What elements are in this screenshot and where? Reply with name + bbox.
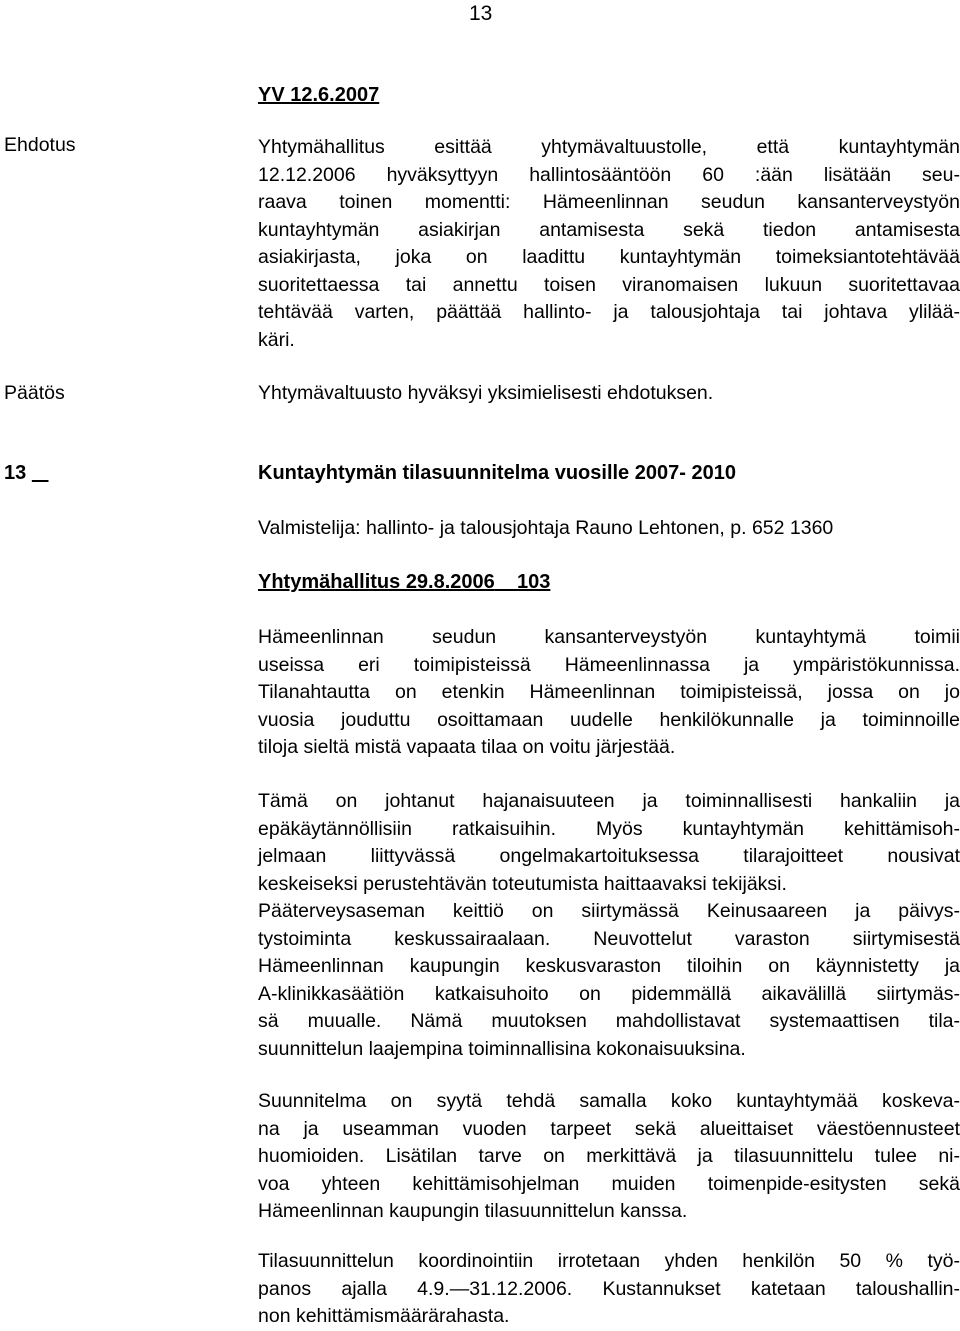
text-line: jelmaan liittyvässä ongelmakartoituksessa tilarajoitteet nousivat (258, 845, 960, 867)
text-line: Hämeenlinnan seudun kansanterveystyön kuntayhtymä toimii (258, 626, 960, 648)
text-line: Suunnitelma on syytä tehdä samalla koko kuntayhtymää koskeva- (258, 1090, 960, 1112)
paragraph-3 (258, 1088, 960, 1226)
page-number: 13 (469, 2, 493, 25)
text-line: raava toinen momentti: Hämeenlinnan seudun kansanterveystyön (258, 191, 960, 213)
section-sign (32, 462, 49, 484)
text-line: useissa eri toimipisteissä Hämeenlinnassa ja ympäristökunnissa. (258, 653, 960, 676)
text-line: voa yhteen kehittämisohjelman muiden toimenpide-esitysten sekä (258, 1172, 960, 1195)
text-line: vuosia jouduttu osoittamaan uudelle henkilökunnalle ja toiminnoille (258, 708, 960, 731)
text-line: Tämä on johtanut hajanaisuuteen ja toiminnallisesti hankaliin ja (258, 790, 960, 812)
text-line: A-klinikkasäätiön katkaisuhoito on pidemmällä aikavälillä siirtymäs- (258, 982, 960, 1005)
text-line: suoritettaessa tai annettu toisen viranomaisen lukuun suoritettavaa (258, 273, 960, 296)
text-line: käri. (258, 328, 295, 351)
board-meeting-heading (258, 571, 550, 594)
text-line: epäkäytännöllisiin ratkaisuihin. Myös kuntayhtymän kehittämisoh- (258, 817, 960, 840)
text-line: Pääterveysaseman keittiö on siirtymässä Keinusaareen ja päivys- (258, 900, 960, 922)
text-line: suunnittelun laajempina toiminnallisina kokonaisuuksina. (258, 1037, 746, 1060)
text-line: Tilanahtautta on etenkin Hämeenlinnan toimipisteissä, jossa on jo (258, 681, 960, 703)
text-line: 12.12.2006 hyväksyttyyn hallintosääntöön 60 :ään lisätään seu- (258, 163, 960, 186)
text-line: tiloja sieltä mistä vapaata tilaa on voitu järjestää. (258, 736, 676, 758)
text-line: Tilasuunnittelun koordinointiin irrotetaan yhden henkilön 50 % työ- (258, 1250, 960, 1272)
section-title: Kuntayhtymän tilasuunnitelma vuosille 2007- 2010 (258, 462, 736, 484)
paragraph-2 (258, 788, 960, 1063)
text-line: kuntayhtymän asiakirjan antamisesta sekä tiedon antamisesta (258, 218, 960, 241)
text-line: non kehittämismäärärahasta. (258, 1305, 510, 1327)
text-line: na ja useamman vuoden tarpeet sekä alueittaiset väestöennusteet (258, 1117, 960, 1140)
proposal-text (258, 134, 960, 354)
text-line: keskeiseksi perustehtävän toteutumista haittaavaksi tekijäksi. (258, 872, 787, 895)
text-line: Hämeenlinnan kaupungin keskusvaraston tiloihin on käynnistetty ja (258, 955, 960, 977)
text-line: sä muualle. Nämä muutoksen mahdollistavat systemaattisen tila- (258, 1010, 960, 1032)
preparer-line: Valmistelija: hallinto- ja talousjohtaja Rauno Lehtonen, p. 652 1360 (258, 517, 834, 539)
section-number (4, 462, 48, 485)
section-number-value: 13 (4, 462, 27, 484)
decision-text: Yhtymävaltuusto hyväksyi yksimielisesti ehdotuksen. (258, 382, 714, 404)
proposal-label: Ehdotus (4, 134, 76, 156)
text-line: panos ajalla 4.9.—31.12.2006. Kustannukset katetaan taloushallin- (258, 1277, 960, 1300)
meeting-date-heading: YV 12.6.2007 (258, 84, 380, 106)
text-line: Yhtymähallitus esittää yhtymävaltuustolle, että kuntayhtymän (258, 136, 960, 158)
decision-label: Päätös (4, 382, 65, 404)
board-meeting-date: Yhtymähallitus 29.8.2006 (258, 571, 495, 593)
board-meeting-number: 103 (517, 571, 551, 593)
text-line: tystoiminta keskussairaalaan. Neuvottelut varaston siirtymisestä (258, 927, 960, 950)
text-line: asiakirjasta, joka on laadittu kuntayhtymän toimeksiantotehtävää (258, 246, 960, 268)
text-line: Hämeenlinnan kaupungin tilasuunnittelun kanssa. (258, 1200, 688, 1222)
text-line: tehtävää varten, päättää hallinto- ja talousjohtaja tai johtava ylilää- (258, 301, 960, 323)
paragraph-4 (258, 1248, 960, 1331)
paragraph-1 (258, 624, 960, 762)
text-line: huomioiden. Lisätilan tarve on merkittävä ja tilasuunnittelu tulee ni- (258, 1145, 960, 1167)
